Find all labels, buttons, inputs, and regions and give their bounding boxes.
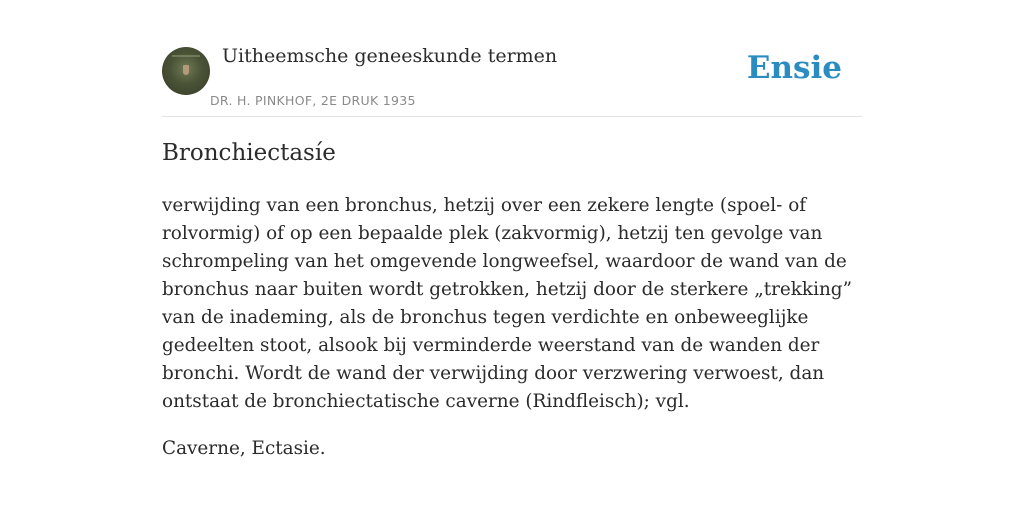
cover-band	[172, 55, 200, 57]
book-cover-icon[interactable]	[162, 47, 210, 95]
page	[162, 0, 862, 512]
see-also-references: Caverne, Ectasie.	[162, 438, 326, 459]
ensie-logo-link[interactable]: Ensie	[746, 50, 842, 86]
source-title[interactable]: Uitheemsche geneeskunde termen	[222, 45, 558, 67]
entry-title: Bronchiectasíe	[162, 140, 336, 166]
entry-definition: verwijding van een bronchus, hetzij over een zekere lengte (spoel- of rolvormig) of op een bepaalde plek (zakvormig), hetzij ten gevolge van schrompeling van het omgevende longweefsel, waardoor de wand van de bronchus naar buiten wordt getrokken, hetzij door de sterkere „trekking” van de inademing, als de bronchus tegen verdichte en onbeweeglijke gedeelten stoot, alsook bij verminderde weerstand van de wanden der bronchi. Wordt de wand der verwijding door verzwering verwoest, dan ontstaat de bronchiectatische caverne (Rindfleisch); vgl.	[162, 195, 852, 412]
source-author: DR. H. PINKHOF, 2E DRUK 1935	[210, 93, 416, 108]
cover-emblem	[183, 65, 189, 75]
source-header	[162, 0, 862, 117]
